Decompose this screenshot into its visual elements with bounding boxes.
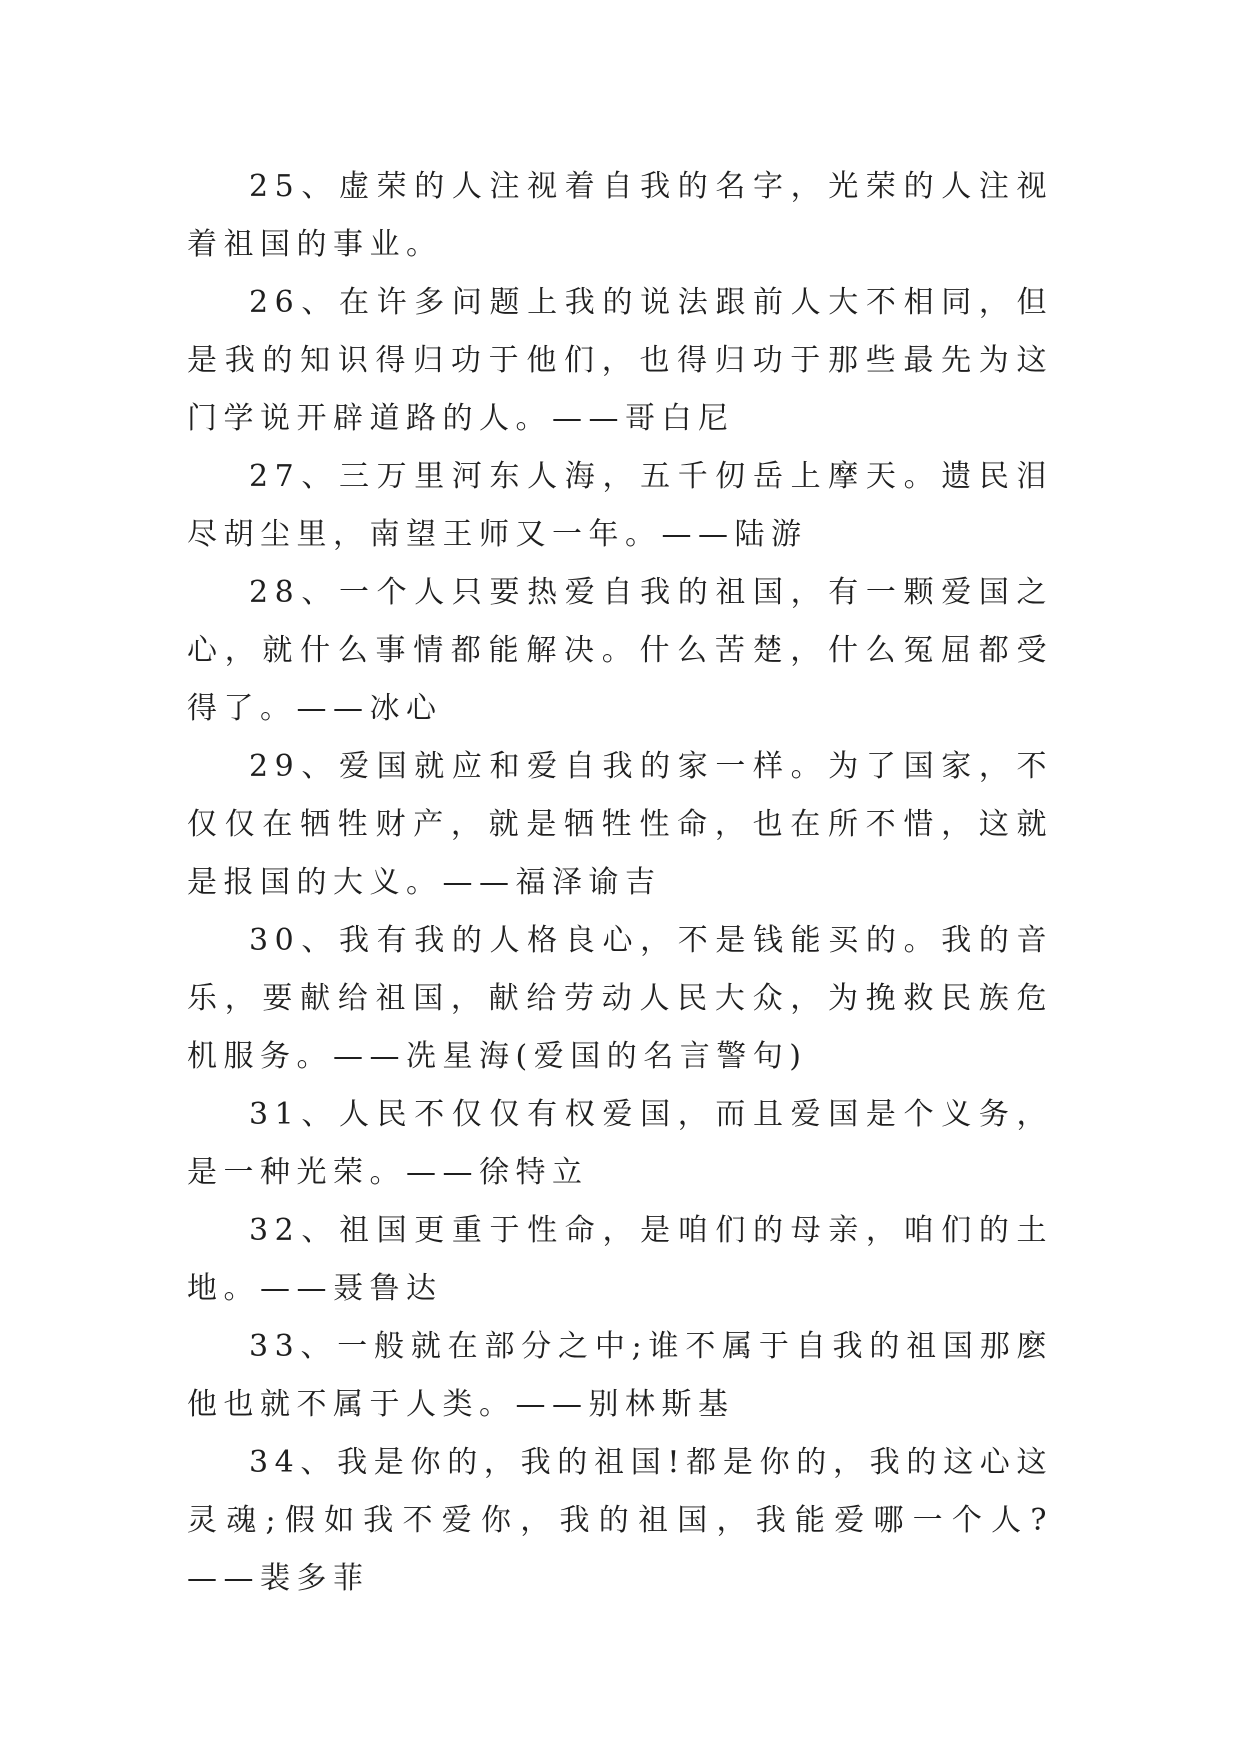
- quote-paragraph-29: 29、爱国就应和爱自我的家一样。为了国家，不仅仅在牺牲财产，就是牺牲性命，也在所不惜，这就是报国的大义。——福泽谕吉: [187, 749, 1053, 900]
- quote-paragraph-26: 26、在许多问题上我的说法跟前人大不相同，但是我的知识得归功于他们，也得归功于那些最先为这门学说开辟道路的人。——哥白尼: [187, 285, 1053, 436]
- quote-paragraph-28: 28、一个人只要热爱自我的祖国，有一颗爱国之心，就什么事情都能解决。什么苦楚，什么冤屈都受得了。——冰心: [187, 575, 1053, 726]
- quote-paragraph-31: 31、人民不仅仅有权爱国，而且爱国是个义务，是一种光荣。——徐特立: [187, 1097, 1053, 1190]
- document-body: [187, 158, 1053, 1608]
- quote-paragraph-25: 25、虚荣的人注视着自我的名字，光荣的人注视着祖国的事业。: [187, 169, 1053, 262]
- quote-paragraph-34: 34、我是你的，我的祖国!都是你的，我的这心这灵魂;假如我不爱你，我的祖国，我能爱哪一个人?——裴多菲: [187, 1445, 1053, 1596]
- quote-paragraph-27: 27、三万里河东人海，五千仞岳上摩天。遗民泪尽胡尘里，南望王师又一年。——陆游: [187, 459, 1053, 552]
- quote-paragraph-30: 30、我有我的人格良心，不是钱能买的。我的音乐，要献给祖国，献给劳动人民大众，为挽救民族危机服务。——冼星海(爱国的名言警句): [187, 923, 1053, 1074]
- quote-paragraph-33: 33、一般就在部分之中;谁不属于自我的祖国那麽他也就不属于人类。——别林斯基: [187, 1329, 1053, 1422]
- quote-paragraph-32: 32、祖国更重于性命，是咱们的母亲，咱们的土地。——聂鲁达: [187, 1213, 1053, 1306]
